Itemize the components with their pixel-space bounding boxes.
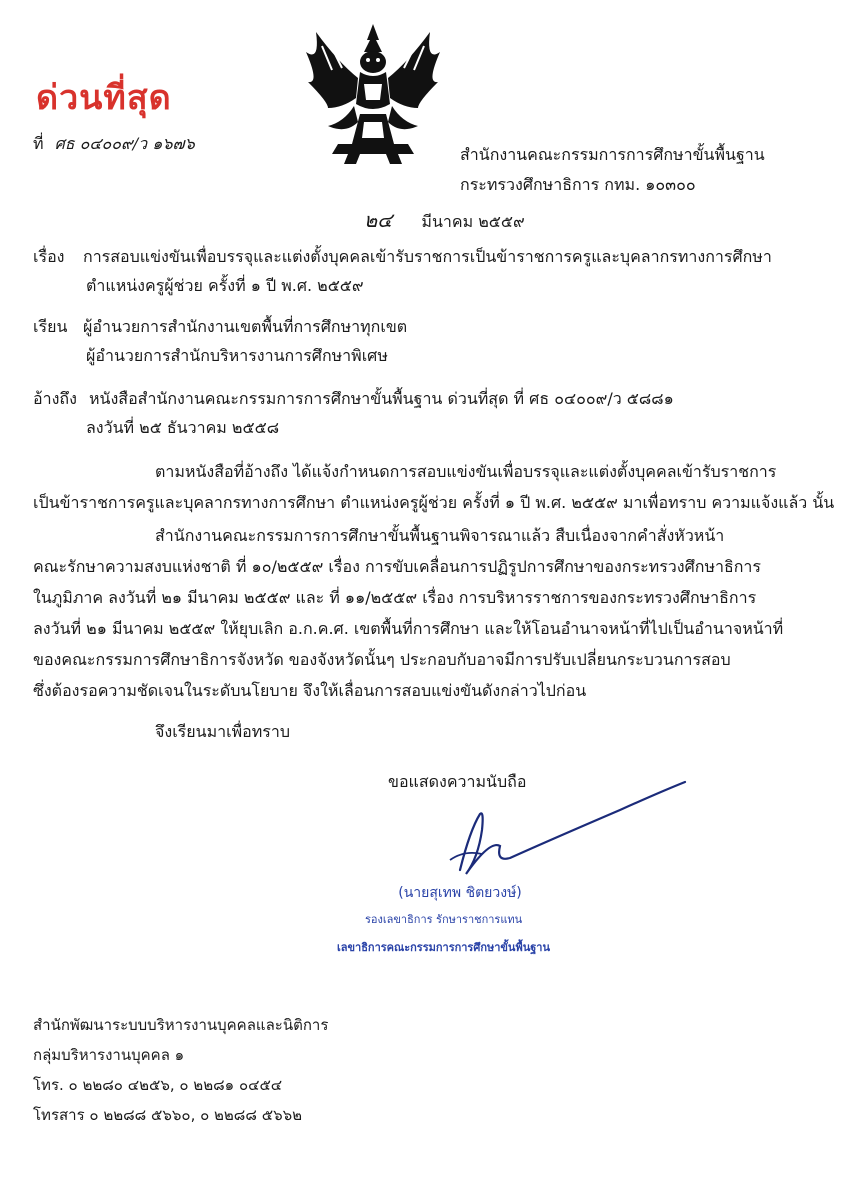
urgency-stamp: ด่วนที่สุด	[36, 78, 172, 118]
agency-address	[460, 140, 765, 200]
garuda-emblem-icon	[298, 22, 448, 167]
signatory-position-acting: รองเลขาธิการ รักษาราชการแทน	[365, 913, 523, 926]
reference-label: อ้างถึง	[33, 389, 77, 408]
ref-label: ที่	[33, 134, 44, 153]
signatory-position-title: เลขาธิการคณะกรรมการการศึกษาขั้นพื้นฐาน	[337, 941, 550, 954]
footer-phone: โทร. ๐ ๒๒๘๐ ๔๒๕๖, ๐ ๒๒๘๑ ๐๔๕๔	[33, 1076, 283, 1094]
recipient-line-2: ผู้อำนวยการสำนักบริหารงานการศึกษาพิเศษ	[86, 346, 388, 365]
letter-date	[364, 204, 525, 236]
p2-line-3: ในภูมิภาค ลงวันที่ ๒๑ มีนาคม ๒๕๕๙ และ ที่ ๑๑/๒๕๕๙ เรื่อง การบริหารราชการของกระทรวงศึกษาธิการ	[33, 588, 757, 607]
date-day: ๒๔	[364, 208, 393, 232]
reference-number	[33, 132, 195, 157]
agency-name: สำนักงานคณะกรรมการการศึกษาขั้นพื้นฐาน	[460, 145, 765, 164]
ref-number: ศธ ๐๔๐๐๙/ว ๑๖๗๖	[54, 134, 195, 153]
recipient-line-1: ผู้อำนวยการสำนักงานเขตพื้นที่การศึกษาทุกเขต	[83, 317, 408, 336]
p2-line-5: ของคณะกรรมการศึกษาธิการจังหวัด ของจังหวัดนั้นๆ ประกอบกับอาจมีการปรับเปลี่ยนกระบวนการสอบ	[33, 650, 731, 669]
body-paragraph-1	[33, 456, 834, 518]
subject-block	[33, 242, 772, 300]
subject-label: เรื่อง	[33, 247, 65, 266]
recipient-label: เรียน	[33, 317, 68, 336]
footer-fax: โทรสาร ๐ ๒๒๘๘ ๕๖๖๐, ๐ ๒๒๘๘ ๕๖๖๒	[33, 1106, 302, 1124]
subject-line-1: การสอบแข่งขันเพื่อบรรจุและแต่งตั้งบุคคลเข้ารับราชการเป็นข้าราชการครูและบุคลากรทางการศึกษา	[83, 247, 772, 266]
closing-phrase: ขอแสดงความนับถือ	[388, 772, 527, 791]
reference-block	[33, 384, 674, 442]
reference-line-2: ลงวันที่ ๒๕ ธันวาคม ๒๕๕๘	[86, 418, 280, 437]
footer-department: สำนักพัฒนาระบบบริหารงานบุคคลและนิติการ	[33, 1016, 329, 1034]
reference-line-1: หนังสือสำนักงานคณะกรรมการการศึกษาขั้นพื้นฐาน ด่วนที่สุด ที่ ศธ ๐๔๐๐๙/ว ๕๘๘๑	[89, 389, 674, 408]
p2-line-2: คณะรักษาความสงบแห่งชาติ ที่ ๑๐/๒๕๕๙ เรื่อง การขับเคลื่อนการปฏิรูปการศึกษาของกระทรวงศึกษาธิการ	[33, 557, 761, 576]
footer-group: กลุ่มบริหารงานบุคคล ๑	[33, 1046, 185, 1064]
date-month-year: มีนาคม ๒๕๕๙	[421, 212, 525, 231]
subject-line-2: ตำแหน่งครูผู้ช่วย ครั้งที่ ๑ ปี พ.ศ. ๒๕๕๙	[86, 276, 364, 295]
p2-line-1: สำนักงานคณะกรรมการการศึกษาขั้นพื้นฐานพิจารณาแล้ว สืบเนื่องจากคำสั่งหัวหน้า	[155, 526, 725, 545]
agency-ministry: กระทรวงศึกษาธิการ กทม. ๑๐๓๐๐	[460, 175, 696, 194]
p2-line-4: ลงวันที่ ๒๑ มีนาคม ๒๕๕๙ ให้ยุบเลิก อ.ก.ค.ศ. เขตพื้นที่การศึกษา และให้โอนอำนาจหน้าที่ไปเป็นอำนาจหน้าที่	[33, 619, 784, 638]
p1-line-1: ตามหนังสือที่อ้างถึง ได้แจ้งกำหนดการสอบแข่งขันเพื่อบรรจุและแต่งตั้งบุคคลเข้ารับราชการ	[155, 462, 777, 481]
body-paragraph-2	[33, 520, 783, 706]
handwritten-signature-icon	[430, 770, 700, 885]
p3-line: จึงเรียนมาเพื่อทราบ	[155, 722, 290, 741]
p2-line-6: ซึ่งต้องรอความชัดเจนในระดับนโยบาย จึงให้เลื่อนการสอบแข่งขันดังกล่าวไปก่อน	[33, 681, 587, 700]
contact-footer	[33, 1010, 328, 1130]
body-paragraph-3	[33, 716, 290, 747]
signatory-name: (นายสุเทพ ชิตยวงษ์)	[398, 885, 522, 901]
recipient-block	[33, 312, 407, 370]
p1-line-2: เป็นข้าราชการครูและบุคลากรทางการศึกษา ตำแหน่งครูผู้ช่วย ครั้งที่ ๑ ปี พ.ศ. ๒๕๕๙ มาเพื่อทราบ ความแจ้งแล้ว นั้น	[33, 493, 835, 512]
